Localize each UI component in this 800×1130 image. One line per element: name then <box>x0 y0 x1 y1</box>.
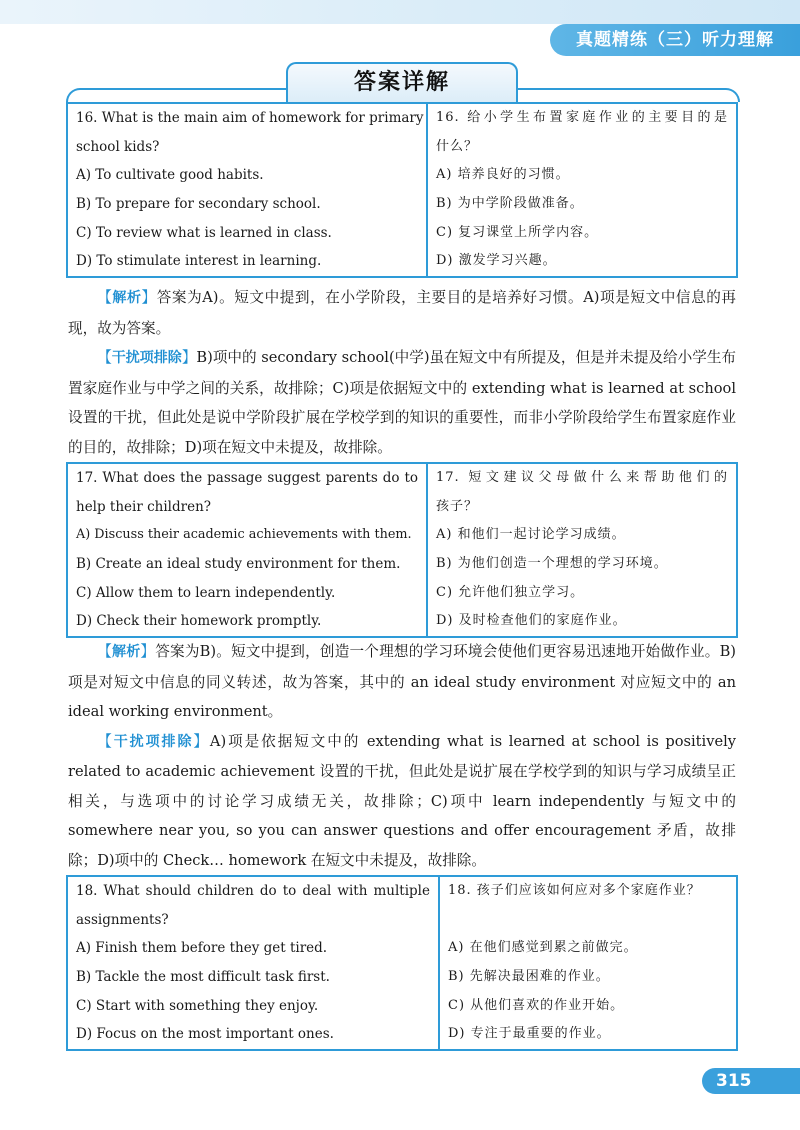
question-16-cn-option-b: B) 为中学阶段做准备。 <box>436 196 584 212</box>
analysis-text: 答案为B)。短文中提到，创造一个理想的学习环境会使他们更容易迅速地开始做作业。B)项是对短文中信息的同义转述，故为答案，其中的 an ideal study environment 对应短文中的 an ideal working environment。 <box>68 643 736 720</box>
distractor-tag: 干扰项排除 <box>111 350 182 366</box>
question-18-cn-option-a: A) 在他们感觉到累之前做完。 <box>448 940 638 956</box>
top-band <box>0 0 800 24</box>
question-18-en-stem: 18. What should children do to deal with multiple <box>76 883 430 899</box>
analysis-tag: 解析 <box>112 644 141 660</box>
question-17-en-option-b: B) Create an ideal study environment for them. <box>76 556 401 573</box>
question-18-cn-option-c: C) 从他们喜欢的作业开始。 <box>448 997 625 1013</box>
question-18-table <box>66 875 738 1051</box>
question-18-chinese <box>440 877 736 1049</box>
question-17-en-stem-cont: help their children? <box>76 498 212 515</box>
question-17-en-option-c: C) Allow them to learn independently. <box>76 584 336 601</box>
question-18-en-option-c: C) Start with something they enjoy. <box>76 997 319 1014</box>
question-18-cn-stem-cont <box>448 906 728 935</box>
question-16-cn-stem: 16. 给小学生布置家庭作业的主要目的是 <box>436 110 728 125</box>
analysis-tag: 解析 <box>112 290 142 306</box>
question-18-en-stem-cont: assignments? <box>76 911 169 928</box>
question-16-cn-option-a: A) 培养良好的习惯。 <box>436 167 570 183</box>
question-18-cn-stem: 18. 孩子们应该如何应对多个家庭作业？ <box>448 883 701 898</box>
question-18-cn-option-d: D) 专注于最重要的作业。 <box>448 1026 611 1042</box>
distractor-text: A)项是依据短文中的 extending what is learned at school is positively related to academic achievement 设置的干扰，但此处是说扩展在学校学到的知识与学习成绩呈正相关，与选项中的讨论学习成绩无关，故排除；C)项中 learn independently 与短文中的 somewhere near you, so you can answer questions and offer encouragement 矛盾，故排除；D)项中的 Check… homework 在短文中未提及，故排除。 <box>68 732 736 869</box>
page-number: 315 <box>702 1068 800 1094</box>
question-17-en-stem: 17. What does the passage suggest parents do to <box>76 470 418 486</box>
question-17-cn-option-a: A) 和他们一起讨论学习成绩。 <box>436 527 626 543</box>
question-17-analysis: 【解析】答案为B)。短文中提到，创造一个理想的学习环境会使他们更容易迅速地开始做作业。B)项是对短文中信息的同义转述，故为答案，其中的 an ideal study environment 对应短文中的 an ideal working environment。 <box>68 643 736 720</box>
question-18-en-option-d: D) Focus on the most important ones. <box>76 1026 334 1043</box>
question-18-en-option-b: B) Tackle the most difficult task first. <box>76 969 330 986</box>
question-17-cn-stem: 17. 短文建议父母做什么来帮助他们的 <box>436 470 728 485</box>
question-16-cn-stem-cont: 什么？ <box>436 138 479 154</box>
question-17-cn-option-d: D) 及时检查他们的家庭作业。 <box>436 613 627 629</box>
question-16-en-option-a: A) To cultivate good habits. <box>76 167 264 184</box>
question-17-chinese <box>428 464 736 636</box>
question-17-cn-stem-cont: 孩子？ <box>436 498 479 514</box>
question-18-cn-option-b: B) 先解决最困难的作业。 <box>448 969 610 985</box>
question-17-cn-option-c: C) 允许他们独立学习。 <box>436 584 585 600</box>
question-16-en-option-b: B) To prepare for secondary school. <box>76 196 321 213</box>
distractor-tag: 干扰项排除 <box>113 733 194 750</box>
question-17-table <box>66 462 738 638</box>
question-17-english <box>68 464 428 636</box>
question-16-en-stem-cont: school kids? <box>76 138 160 155</box>
question-17-en-option-d: D) Check their homework promptly. <box>76 613 322 630</box>
question-17-explanation <box>68 637 736 875</box>
question-17-distractor: 【干扰项排除】A)项是依据短文中的 extending what is learned at school is positively related to academic achievement 设置的干扰，但此处是说扩展在学校学到的知识与学习成绩呈正相关，与选项中的讨论学习成绩无关，故排除；C)项中 learn independently 与短文中的 somewhere near you, so you can answer questions and offer encouragement 矛盾，故排除；D)项中的 Check… homework 在短文中未提及，故排除。 <box>68 732 736 869</box>
question-16-en-option-c: C) To review what is learned in class. <box>76 224 332 241</box>
question-18-en-option-a: A) Finish them before they get tired. <box>76 940 328 957</box>
distractor-text: B)项中的 secondary school(中学)虽在短文中有所提及，但是并未提及给小学生布置家庭作业与中学之间的关系，故排除；C)项是依据短文中的 extending what is learned at school 设置的干扰，但此处是说中学阶段扩展在学校学到的知识的重要性，而非小学阶段给学生布置家庭作业的目的，故排除；D)项在短文中未提及，故排除。 <box>68 349 737 456</box>
banner-title: 答案详解 <box>286 62 518 102</box>
question-16-en-option-d: D) To stimulate interest in learning. <box>76 253 322 270</box>
question-16-en-stem: 16. What is the main aim of homework for primary <box>76 110 424 126</box>
analysis-text: 答案为A)。短文中提到，在小学阶段，主要目的是培养好习惯。A)项是短文中信息的再现，故为答案。 <box>68 289 737 337</box>
question-17-en-option-a: A) Discuss their academic achievements with them. <box>76 527 412 543</box>
question-16-distractor: 【干扰项排除】B)项中的 secondary school(中学)虽在短文中有所提及，但是并未提及给小学生布置家庭作业与中学之间的关系，故排除；C)项是依据短文中的 extending what is learned at school 设置的干扰，但此处是说中学阶段扩展在学校学到的知识的重要性，而非小学阶段给学生布置家庭作业的目的，故排除；D)项在短文中未提及，故排除。 <box>68 349 737 456</box>
question-17-cn-option-b: B) 为他们创造一个理想的学习环境。 <box>436 556 668 572</box>
question-16-analysis: 【解析】答案为A)。短文中提到，在小学阶段，主要目的是培养好习惯。A)项是短文中信息的再现，故为答案。 <box>68 289 737 337</box>
question-16-chinese <box>428 104 736 276</box>
question-16-explanation <box>68 283 736 462</box>
section-title: 真题精练（三）听力理解 <box>550 24 800 56</box>
question-16-table <box>66 102 738 278</box>
question-18-english <box>68 877 440 1049</box>
question-16-cn-option-c: C) 复习课堂上所学内容。 <box>436 224 599 240</box>
question-16-cn-option-d: D) 激发学习兴趣。 <box>436 253 557 269</box>
question-16-english <box>68 104 428 276</box>
